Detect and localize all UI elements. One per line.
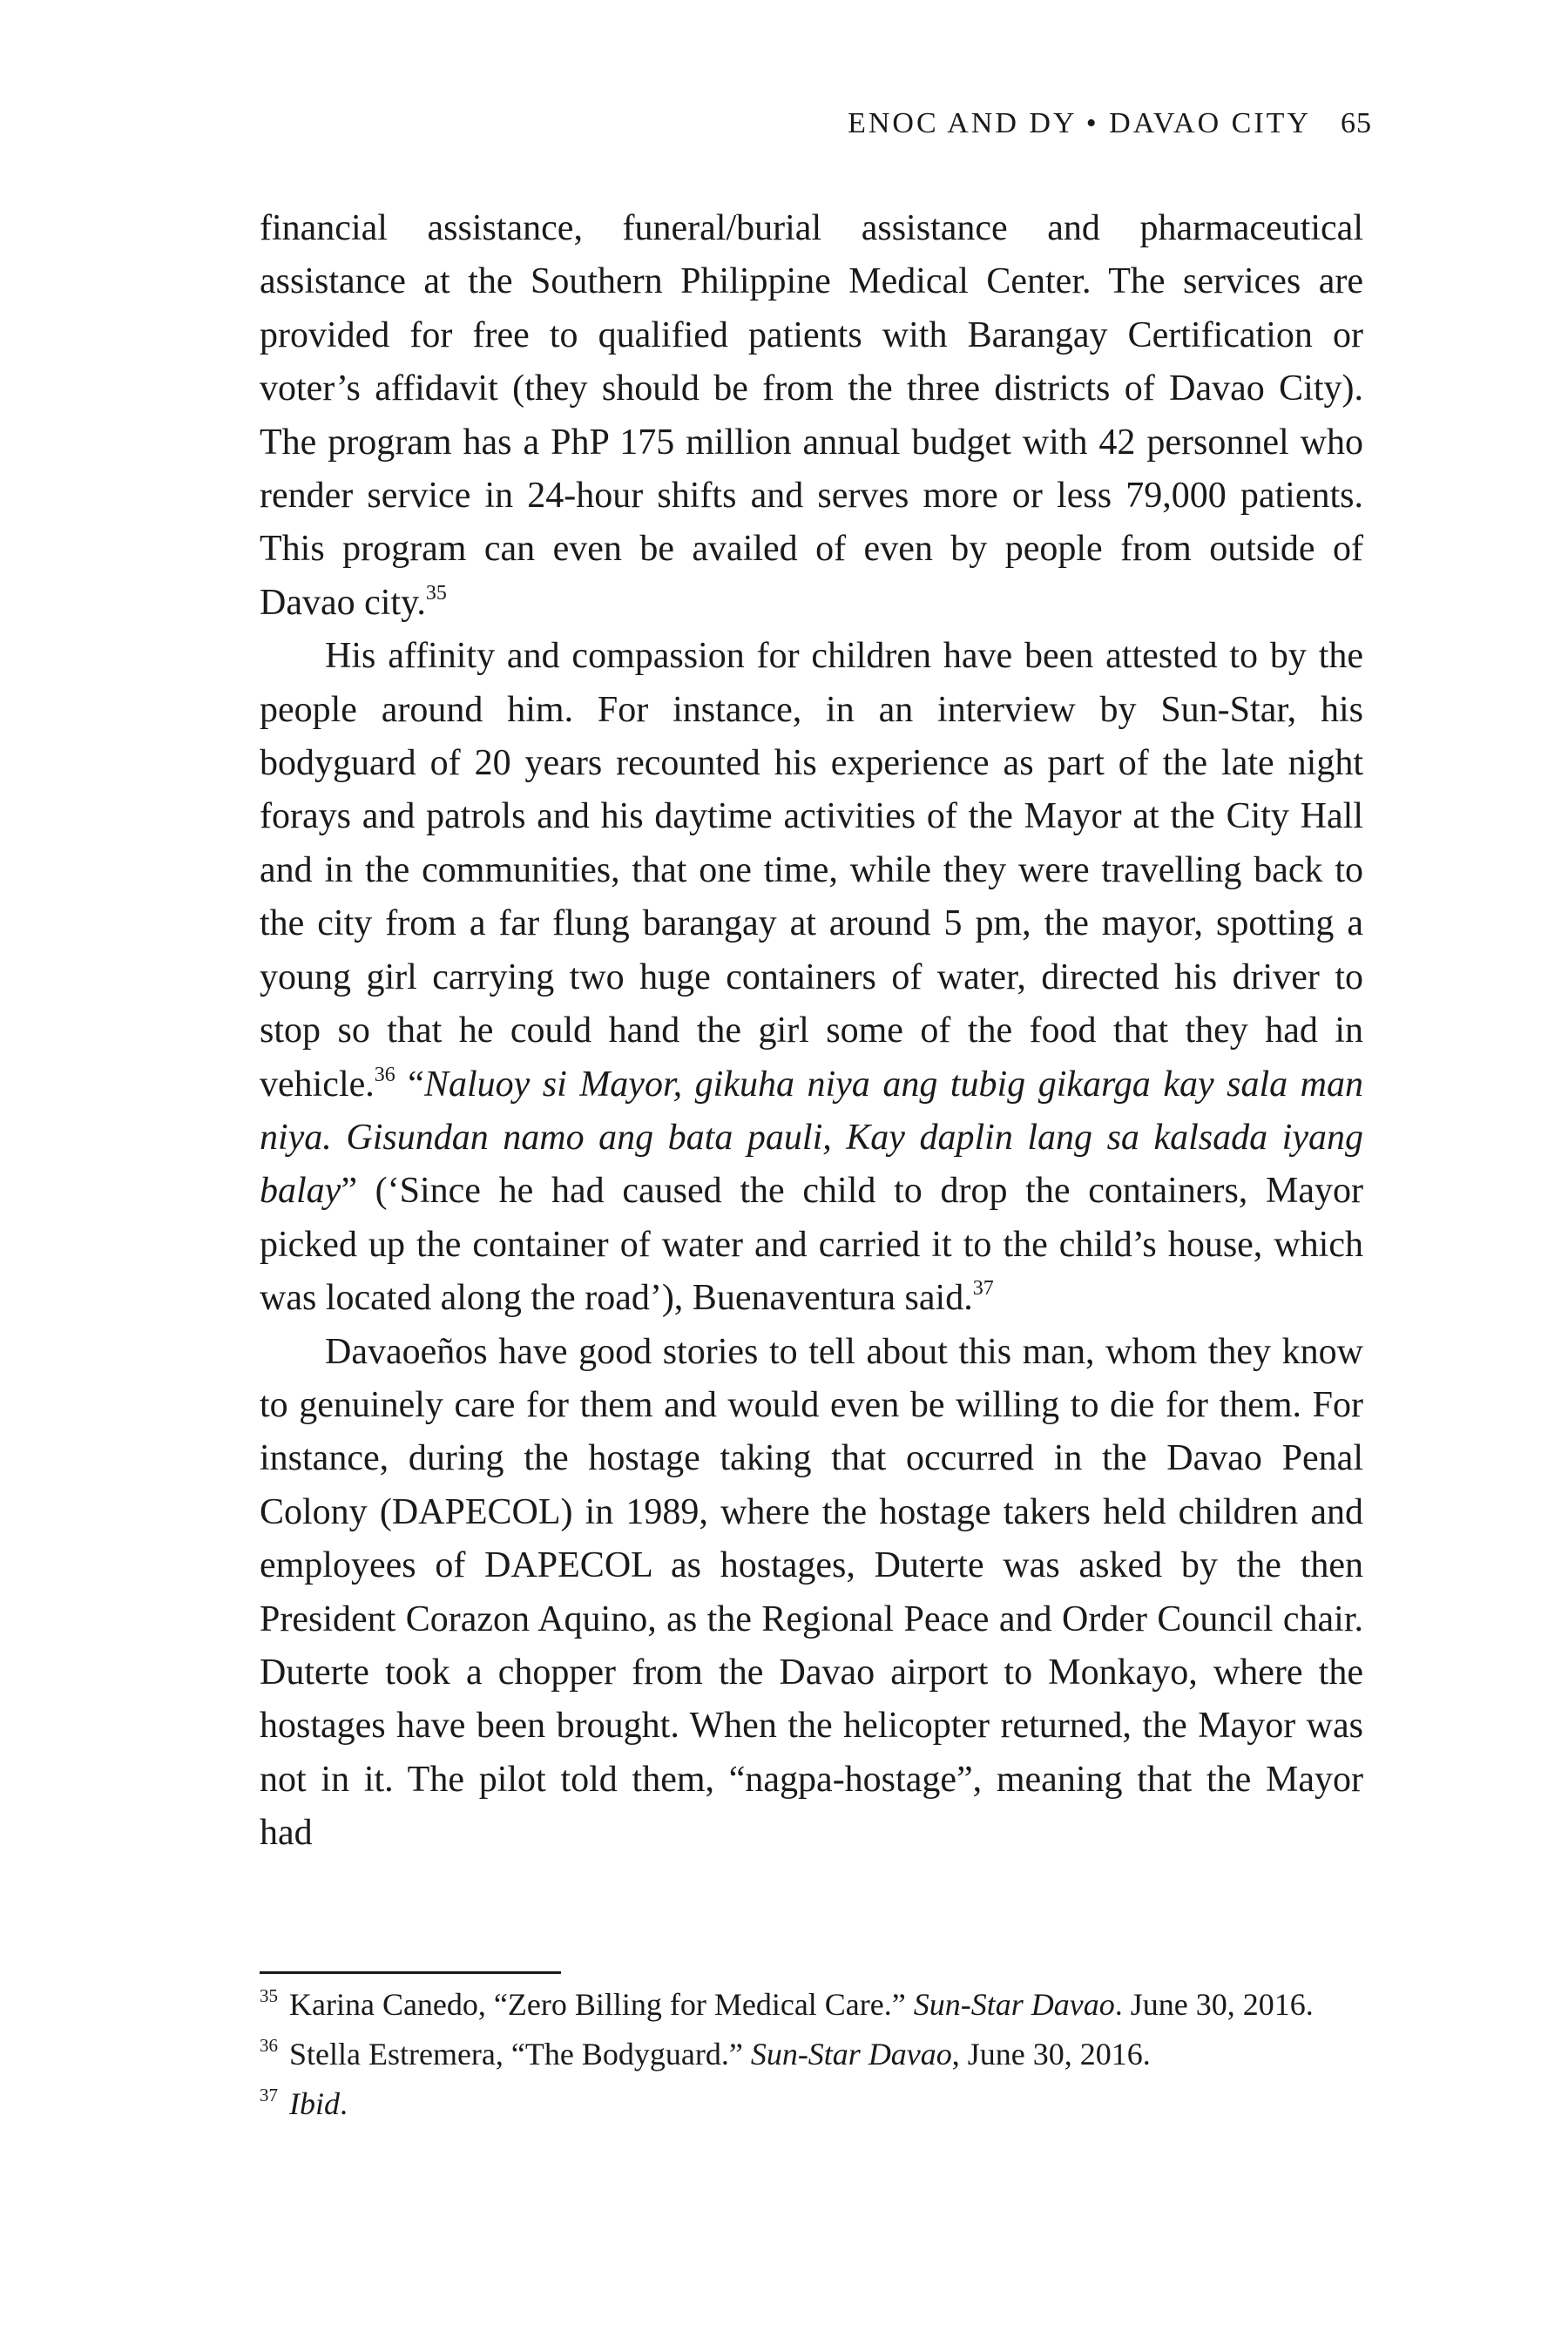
paragraph-2 (260, 630, 1363, 1325)
footnote-text-end: . June 30, 2016. (1114, 1987, 1314, 2022)
footnote-number: 36 (260, 2035, 278, 2056)
footnote-36 (260, 2032, 1363, 2077)
footnote-35 (260, 1983, 1363, 2027)
running-header (848, 103, 1372, 145)
footnote-text-end: , June 30, 2016. (951, 2037, 1151, 2072)
footnote-text (281, 2086, 289, 2121)
paragraph-1-text: financial assistance, funeral/burial assistance and pharmaceutical assistance at the Southern Philippine Medical Center. The services are provided for free to qualified patients with Barangay Certification or voter’s affidavit (they should be from the three districts of Davao City). The program has a PhP 175 million annual budget with 42 personnel who render service in 24-hour shifts and serves more or less 79,000 patients. This program can even be availed of even by people from outside of Davao city. (260, 208, 1363, 623)
footnote-ref-35[interactable]: 35 (425, 581, 447, 605)
footnote-text: Karina Canedo, “Zero Billing for Medical Care.” (281, 1987, 914, 2022)
footnote-source: Ibid (289, 2086, 340, 2121)
footnote-divider (260, 1971, 561, 1974)
paragraph-2-text-b: ” (‘Since he had caused the child to drop the containers, Mayor picked up the container of water and carried it to the child’s house, which was located along the road’), Buenaventura said. (260, 1171, 1363, 1319)
footnote-37 (260, 2082, 1363, 2126)
cebuano-quote: Naluoy si Mayor, gikuha niya ang tubig gikarga kay sala man niya. Gisundan namo ang bata pauli, Kay daplin lang sa kalsada iyang balay (260, 1064, 1363, 1212)
footnote-source: Sun-Star Davao (913, 1987, 1115, 2022)
footnote-text-end: . (340, 2086, 348, 2121)
footnote-ref-37[interactable]: 37 (972, 1277, 994, 1301)
footnote-ref-36[interactable]: 36 (374, 1063, 395, 1086)
body-text (260, 202, 1363, 1861)
running-title: ENOC AND DY • DAVAO CITY (848, 107, 1311, 139)
paragraph-1 (260, 202, 1363, 630)
paragraph-3 (260, 1326, 1363, 1861)
footnote-source: Sun-Star Davao (750, 2037, 952, 2072)
footnote-text: Stella Estremera, “The Bodyguard.” (281, 2037, 751, 2072)
paragraph-2-text-a: His affinity and compassion for children have been attested to by the people around him. For instance, in an interview by Sun-Star, his bodyguard of 20 years recounted his experience as part of the late night forays and patrols and his daytime activities of the Mayor at the City Hall and in the communities, that one time, while they were travelling back to the city from a far flung barangay at around 5 pm, the mayor, spotting a young girl carrying two huge containers of water, directed his driver to stop so that he could hand the girl some of the food that they had in vehicle. (260, 636, 1363, 1105)
footnotes (260, 1983, 1363, 2132)
paragraph-2-open-quote: “ (395, 1064, 424, 1105)
page-number: 65 (1341, 107, 1372, 139)
footnote-number: 37 (260, 2085, 278, 2105)
footnote-number: 35 (260, 1985, 278, 2006)
paragraph-3-text: Davaoeños have good stories to tell about this man, whom they know to genuinely care for them and would even be willing to die for them. For instance, during the hostage taking that occurred in the Davao Penal Colony (DAPECOL) in 1989, where the hostage takers held children and employees of DAPECOL as hostages, Duterte was asked by the then President Corazon Aquino, as the Regional Peace and Order Council chair. Duterte took a chopper from the Davao airport to Monkayo, where the hostages have been brought. When the helicopter returned, the Mayor was not in it. The pilot told them, “nagpa-hostage”, meaning that the Mayor had (260, 1331, 1363, 1854)
